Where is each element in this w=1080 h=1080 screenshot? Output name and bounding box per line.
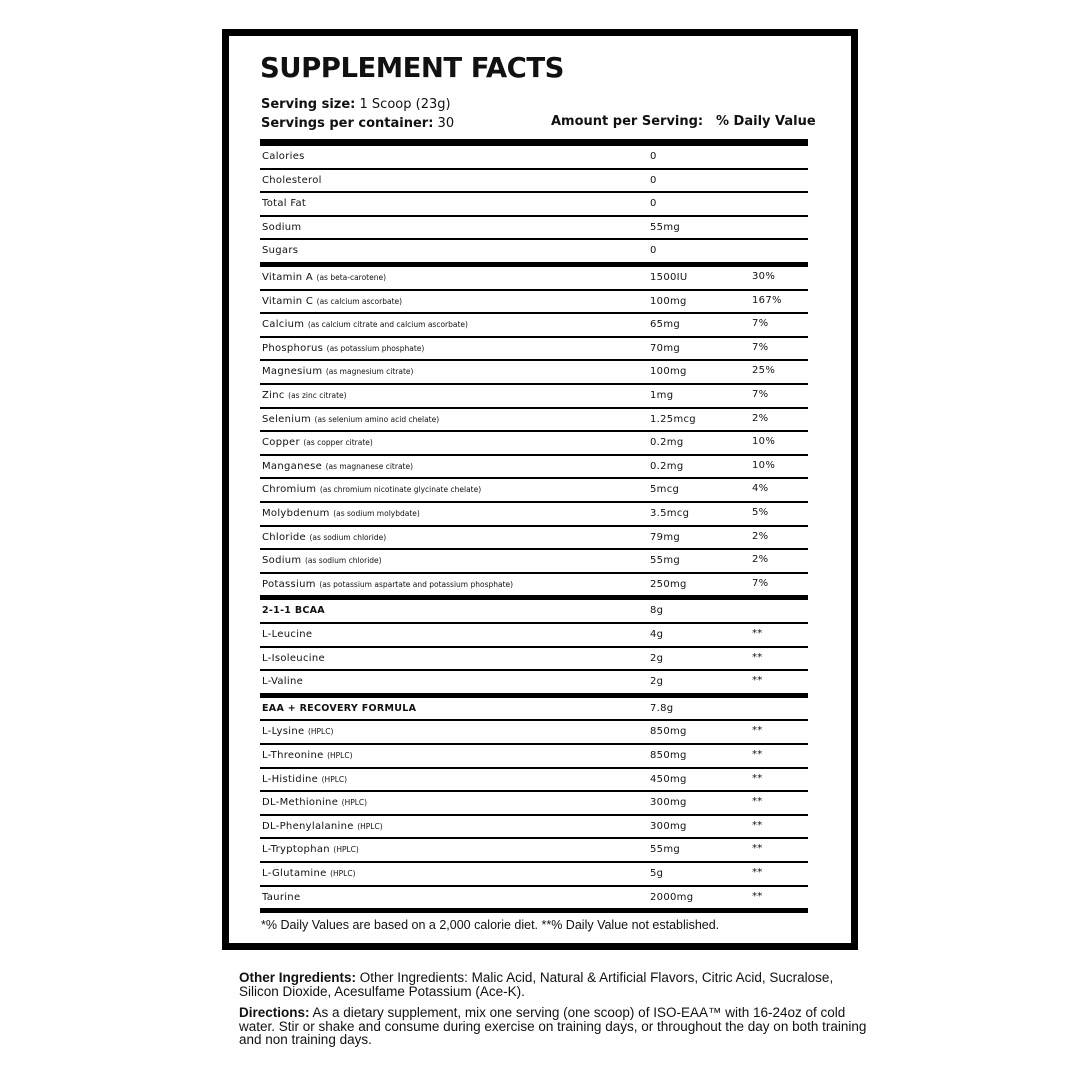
nutrient-row [260, 291, 808, 315]
panel-title: SUPPLEMENT FACTS [260, 52, 564, 84]
servings-per-container [261, 114, 454, 133]
nutrient-name-text: Potassium [262, 578, 316, 590]
nutrient-name-text: Calcium [262, 319, 305, 331]
nutrient-name [262, 774, 347, 785]
nutrient-daily-value: ** [752, 651, 763, 663]
nutrient-name [262, 797, 367, 808]
nutrient-name-text: Calories [262, 151, 305, 162]
nutrient-name [262, 272, 386, 283]
nutrient-row [260, 550, 808, 574]
directions-text: As a dietary supplement, mix one serving (one scoop) of ISO-EAA™ with 16-24oz of cold water. Stir or shake and consume during exercise on training days, or throughout the day on both training and non training days. [239, 1005, 867, 1047]
nutrient-row [260, 193, 808, 217]
nutrient-amount: 1mg [650, 390, 674, 401]
nutrient-amount: 0 [650, 174, 657, 186]
nutrient-name [262, 629, 312, 640]
nutrient-name-text: L-Valine [262, 676, 304, 688]
nutrient-row [260, 338, 808, 362]
nutrient-row [260, 863, 808, 887]
nutrient-amount: 100mg [650, 295, 687, 307]
nutrient-amount: 8g [650, 605, 664, 617]
nutrient-amount: 0 [650, 198, 657, 210]
nutrient-name [262, 508, 420, 519]
nutrient-daily-value: 7% [752, 318, 769, 330]
nutrient-name [262, 726, 333, 737]
nutrient-daily-value: 7% [752, 389, 769, 400]
nutrient-daily-value: 2% [752, 412, 769, 424]
nutrient-amount: 5mcg [650, 484, 680, 496]
nutrient-daily-value: 7% [752, 577, 769, 589]
nutrient-row [260, 816, 808, 840]
nutrient-row [260, 574, 808, 598]
nutrient-name [262, 868, 356, 879]
nutrient-name [262, 892, 300, 903]
nutrient-row [260, 600, 808, 624]
nutrient-row [260, 527, 808, 551]
nutrient-row [260, 385, 808, 409]
nutrient-name [262, 222, 301, 233]
nutrient-amount: 7.8g [650, 702, 674, 714]
nutrient-daily-value: ** [752, 628, 763, 639]
nutrient-name-text: Copper [262, 437, 300, 449]
nutrient-amount: 65mg [650, 319, 681, 331]
nutrient-daily-value: 167% [752, 294, 782, 306]
nutrient-name-text: DL-Methionine [262, 797, 339, 809]
nutrient-row [260, 698, 808, 722]
nutrient-name-text: Manganese [262, 460, 323, 472]
nutrient-name [262, 390, 347, 401]
nutrient-daily-value: ** [752, 890, 763, 902]
nutrient-name-text: Zinc [262, 390, 285, 401]
nutrient-name [262, 605, 325, 616]
nutrient-name-text: EAA + RECOVERY FORMULA [262, 702, 417, 714]
nutrient-name [262, 844, 359, 855]
nutrient-name-text: Chloride [262, 531, 307, 543]
nutrient-source-detail: (as zinc citrate) [288, 391, 347, 400]
nutrient-row [260, 456, 808, 480]
other-ingredients [239, 971, 869, 998]
nutrient-daily-value: 10% [752, 436, 776, 448]
serving-info [261, 95, 454, 133]
nutrient-amount: 0 [650, 151, 657, 162]
amount-per-serving-header: Amount per Serving: [551, 114, 704, 129]
nutrient-name-text: Vitamin C [262, 295, 314, 307]
nutrient-amount: 300mg [650, 820, 687, 832]
nutrient-daily-value: ** [752, 867, 763, 878]
footnote: *% Daily Values are based on a 2,000 calorie diet. **% Daily Value not established. [261, 918, 720, 932]
nutrient-source-detail: (HPLC) [333, 845, 359, 855]
nutrient-source-detail: (as selenium amino acid chelate) [314, 414, 440, 424]
nutrient-source-detail: (as calcium citrate and calcium ascorbate) [307, 320, 468, 330]
nutrient-name [262, 821, 383, 832]
nutrient-daily-value: ** [752, 843, 763, 855]
nutrient-source-detail: (as copper citrate) [303, 438, 373, 448]
nutrient-source-detail: (as beta-carotene) [316, 273, 387, 282]
nutrient-source-detail: (HPLC) [330, 869, 356, 878]
nutrient-name-text: DL-Phenylalanine [262, 820, 354, 832]
nutrient-amount: 1.25mcg [650, 413, 696, 425]
nutrient-amount: 250mg [650, 578, 687, 590]
nutrient-source-detail: (HPLC) [307, 727, 334, 737]
nutrient-daily-value: 2% [752, 530, 769, 542]
nutrient-name-text: L-Threonine [262, 750, 324, 761]
nutrient-amount: 55mg [650, 221, 681, 233]
other-ingredients-text: Other Ingredients: Malic Acid, Natural & Artificial Flavors, Citric Acid, Sucralose, Silicon Dioxide, Acesulfame Potassium (Ace-K). [239, 970, 834, 999]
nutrient-name [262, 245, 298, 256]
nutrient-daily-value: 10% [752, 459, 776, 471]
nutrient-amount: 4g [650, 629, 664, 640]
nutrient-name-text: L-Tryptophan [262, 844, 330, 856]
nutrient-amount: 79mg [650, 531, 681, 543]
nutrient-name-text: Sodium [262, 221, 302, 233]
nutrient-name-text: L-Histidine [262, 773, 319, 785]
nutrient-daily-value: ** [752, 675, 763, 687]
nutrient-amount: 70mg [650, 342, 681, 354]
nutrient-daily-value: 5% [752, 507, 769, 518]
nutrient-row [260, 361, 808, 385]
nutrient-source-detail: (as potassium aspartate and potassium phosphate) [319, 579, 514, 589]
nutrient-amount: 0.2mg [650, 460, 684, 472]
nutrient-name-text: L-Leucine [262, 629, 313, 640]
nutrient-amount: 2g [650, 652, 664, 664]
nutrient-row [260, 887, 808, 911]
nutrient-name-text: Taurine [262, 891, 301, 903]
nutrient-row [260, 170, 808, 194]
table-bottom-divider [260, 908, 808, 913]
nutrient-name [262, 175, 322, 186]
nutrient-name [262, 296, 402, 307]
nutrient-row [260, 503, 808, 527]
nutrient-name [262, 653, 325, 664]
nutrient-source-detail: (as potassium phosphate) [326, 343, 425, 353]
nutrient-row [260, 240, 808, 264]
nutrient-daily-value: ** [752, 725, 763, 737]
nutrient-name-text: L-Isoleucine [262, 652, 325, 664]
daily-value-header: % Daily Value [716, 114, 816, 129]
nutrient-source-detail: (HPLC) [321, 774, 348, 784]
nutrient-name-text: L-Glutamine [262, 868, 327, 879]
nutrient-row [260, 769, 808, 793]
nutrient-name-text: Total Fat [262, 198, 307, 210]
nutrient-amount: 450mg [650, 773, 687, 785]
nutrient-amount: 850mg [650, 750, 687, 761]
nutrient-amount: 0 [650, 245, 657, 257]
nutrient-daily-value: ** [752, 796, 763, 808]
nutrient-row [260, 146, 808, 170]
nutrient-name [262, 343, 424, 354]
nutrient-source-detail: (as chromium nicotinate glycinate chelate) [319, 485, 482, 495]
nutrient-name-text: 2-1-1 BCAA [262, 605, 325, 617]
nutrient-name [262, 532, 386, 543]
nutrient-amount: 300mg [650, 797, 687, 809]
nutrient-name-text: Sugars [262, 245, 299, 257]
nutrient-name [262, 151, 305, 162]
nutrient-name-text: Chromium [262, 484, 317, 496]
servings-per-container-value: 30 [433, 116, 455, 131]
nutrient-name [262, 750, 353, 761]
nutrient-row [260, 839, 808, 863]
nutrient-row [260, 624, 808, 648]
other-ingredients-label: Other Ingredients: [239, 970, 357, 985]
nutrient-name [262, 484, 481, 495]
nutrient-name [262, 703, 416, 714]
nutrient-name-text: Phosphorus [262, 342, 324, 354]
nutrient-source-detail: (as calcium ascorbate) [316, 296, 403, 306]
nutrient-daily-value: ** [752, 819, 763, 831]
nutrient-daily-value: 4% [752, 483, 769, 495]
nutrient-row [260, 314, 808, 338]
nutrient-daily-value: 25% [752, 365, 776, 377]
nutrient-name [262, 319, 468, 330]
nutrient-row [260, 671, 808, 695]
serving-size-label: Serving size: [261, 97, 356, 112]
nutrient-name-text: Molybdenum [262, 508, 330, 519]
nutrient-source-detail: (as magnesium citrate) [325, 367, 414, 377]
nutrient-name-text: Magnesium [262, 366, 323, 378]
nutrient-amount: 850mg [650, 726, 687, 738]
header-divider [260, 139, 808, 146]
nutrient-amount: 0.2mg [650, 437, 684, 449]
nutrient-name [262, 366, 413, 377]
nutrient-source-detail: (as sodium chloride) [309, 532, 387, 542]
nutrient-name [262, 414, 439, 425]
nutrient-name-text: Sodium [262, 555, 302, 567]
nutrient-daily-value: 30% [752, 271, 776, 282]
nutrient-source-detail: (as magnanese citrate) [325, 461, 414, 471]
serving-size [261, 95, 454, 114]
nutrient-daily-value: 2% [752, 554, 769, 566]
nutrient-row [260, 409, 808, 433]
servings-per-container-label: Servings per container: [261, 116, 434, 131]
nutrient-name-text: Vitamin A [262, 272, 314, 283]
nutrient-amount: 2000mg [650, 891, 694, 903]
nutrient-source-detail: (as sodium molybdate) [333, 509, 420, 518]
nutrient-name [262, 676, 303, 687]
nutrient-amount: 100mg [650, 366, 687, 378]
nutrient-name-text: L-Lysine [262, 726, 305, 738]
nutrient-source-detail: (HPLC) [357, 821, 383, 831]
nutrient-row [260, 267, 808, 291]
nutrient-amount: 2g [650, 676, 664, 688]
nutrient-name [262, 198, 306, 209]
nutrient-daily-value: 7% [752, 341, 769, 353]
nutrient-name [262, 437, 373, 448]
nutrient-source-detail: (HPLC) [341, 798, 368, 808]
nutrient-amount: 5g [650, 868, 664, 879]
nutrient-name [262, 579, 513, 590]
nutrient-name [262, 461, 413, 472]
nutrient-name-text: Cholesterol [262, 174, 322, 186]
nutrient-amount: 55mg [650, 555, 681, 567]
nutrient-row [260, 745, 808, 769]
nutrient-row [260, 648, 808, 672]
nutrient-source-detail: (HPLC) [327, 751, 353, 760]
nutrient-amount: 3.5mcg [650, 508, 690, 519]
nutrient-amount: 55mg [650, 844, 681, 856]
nutrient-name-text: Selenium [262, 413, 312, 425]
nutrient-daily-value: ** [752, 772, 763, 784]
nutrient-row [260, 479, 808, 503]
nutrient-row [260, 721, 808, 745]
directions-label: Directions: [239, 1005, 310, 1020]
nutrient-row [260, 217, 808, 241]
serving-size-value: 1 Scoop (23g) [355, 97, 451, 112]
directions [239, 1006, 869, 1047]
nutrient-row [260, 432, 808, 456]
nutrient-name [262, 555, 382, 566]
nutrient-row [260, 792, 808, 816]
nutrient-source-detail: (as sodium chloride) [304, 556, 382, 566]
nutrient-amount: 1500IU [650, 272, 688, 283]
nutrient-daily-value: ** [752, 749, 763, 760]
